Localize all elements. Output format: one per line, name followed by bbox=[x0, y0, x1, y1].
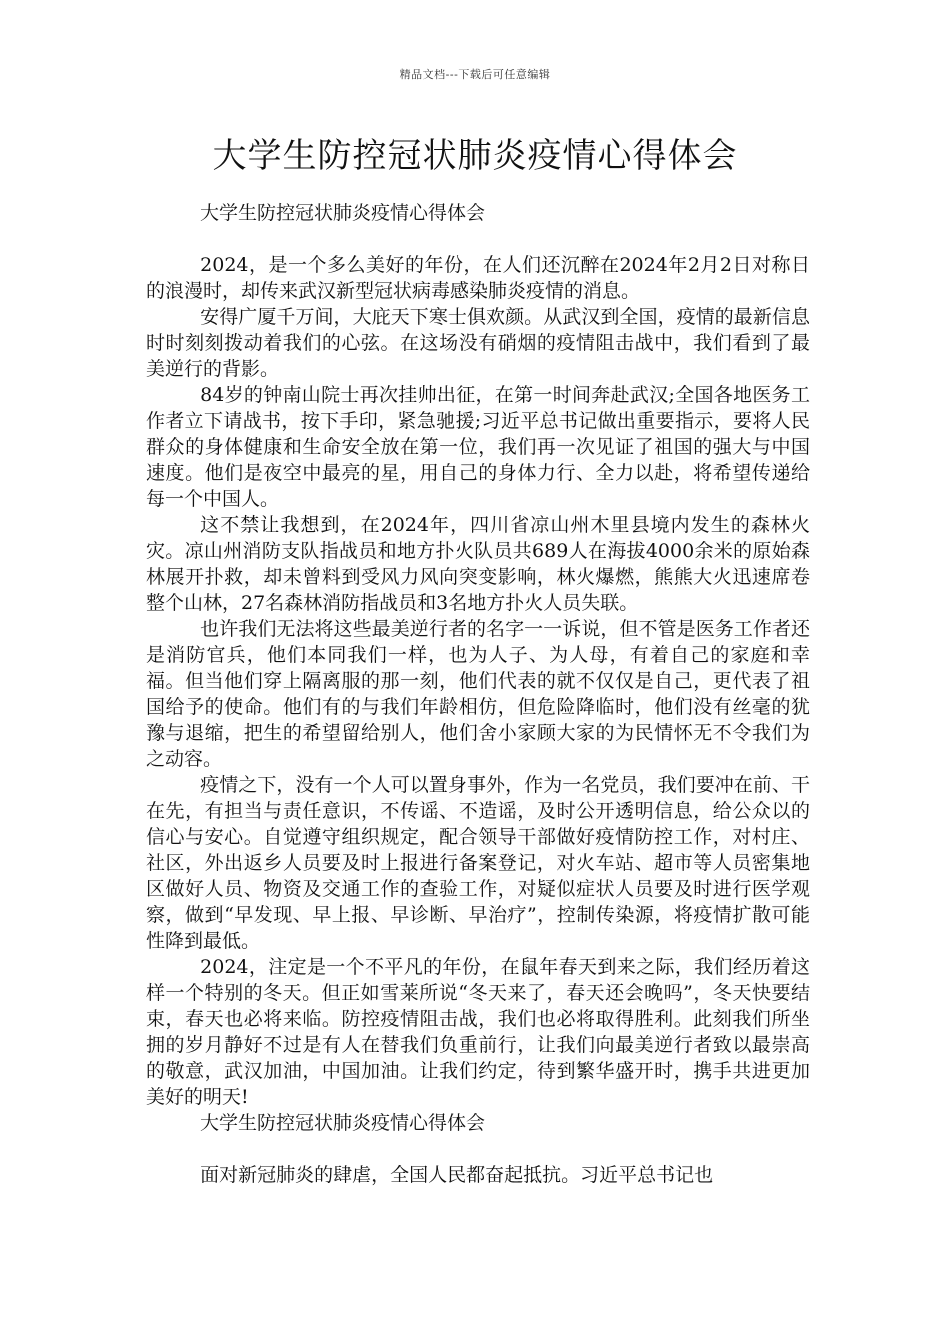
document-title: 大学生防控冠状肺炎疫情心得体会 bbox=[212, 136, 738, 176]
paragraph: 安得广厦千万间，大庇天下寒士俱欢颜。从武汉到全国，疫情的最新信息时时刻刻拨动着我们的心弦。在这场没有硝烟的疫情阻击战中，我们看到了最美逆行的背影。 bbox=[146, 306, 810, 380]
document-body bbox=[146, 200, 810, 1188]
paragraph: 也许我们无法将这些最美逆行者的名字一一诉说，但不管是医务工作者还是消防官兵，他们本同我们一样，也为人子、为人母，有着自己的家庭和幸福。但当他们穿上隔离服的那一刻，他们代表的就不仅仅是自己，更代表了祖国给予的使命。他们有的与我们年龄相仿，但危险降临时，他们没有丝毫的犹豫与退缩，把生的希望留给别人，他们舍小家顾大家的为民情怀无不令我们为之动容。 bbox=[146, 618, 810, 770]
paragraph: 这不禁让我想到，在2024年，四川省凉山州木里县境内发生的森林火灾。凉山州消防支队指战员和地方扑火队员共689人在海拔4000余米的原始森林展开扑救，却未曾料到受风力风向突变影响，林火爆燃，熊熊大火迅速席卷整个山林，27名森林消防指战员和3名地方扑火人员失联。 bbox=[146, 514, 810, 614]
header-note: 精品文档---下载后可任意编辑 bbox=[399, 68, 551, 81]
paragraph: 2024，注定是一个不平凡的年份，在鼠年春天到来之际，我们经历着这样一个特别的冬天。但正如雪莱所说“冬天来了，春天还会晚吗”，冬天快要结束，春天也必将来临。防控疫情阻击战，我们也必将取得胜利。此刻我们所坐拥的岁月静好不过是有人在替我们负重前行，让我们向最美逆行者致以最崇高的敬意，武汉加油，中国加油。让我们约定，待到繁华盛开时，携手共进更加美好的明天! bbox=[146, 956, 810, 1108]
paragraph: 面对新冠肺炎的肆虐，全国人民都奋起抵抗。习近平总书记也 bbox=[200, 1164, 714, 1186]
paragraph: 84岁的钟南山院士再次挂帅出征，在第一时间奔赴武汉;全国各地医务工作者立下请战书，按下手印，紧急驰援;习近平总书记做出重要指示，要将人民群众的身体健康和生命安全放在第一位，我们再一次见证了祖国的强大与中国速度。他们是夜空中最亮的星，用自己的身体力行、全力以赴，将希望传递给每一个中国人。 bbox=[146, 384, 810, 510]
section-heading: 大学生防控冠状肺炎疫情心得体会 bbox=[200, 202, 486, 224]
paragraph: 疫情之下，没有一个人可以置身事外，作为一名党员，我们要冲在前、干在先，有担当与责任意识，不传谣、不造谣，及时公开透明信息，给公众以的信心与安心。自觉遵守组织规定，配合领导干部做好疫情防控工作，对村庄、社区，外出返乡人员要及时上报进行备案登记，对火车站、超市等人员密集地区做好人员、物资及交通工作的查验工作，对疑似症状人员要及时进行医学观察，做到“早发现、早上报、早诊断、早治疗”，控制传染源，将疫情扩散可能性降到最低。 bbox=[146, 774, 810, 952]
paragraph: 2024，是一个多么美好的年份，在人们还沉醉在2024年2月2日对称日的浪漫时，却传来武汉新型冠状病毒感染肺炎疫情的消息。 bbox=[146, 254, 810, 302]
section-heading: 大学生防控冠状肺炎疫情心得体会 bbox=[200, 1112, 486, 1134]
